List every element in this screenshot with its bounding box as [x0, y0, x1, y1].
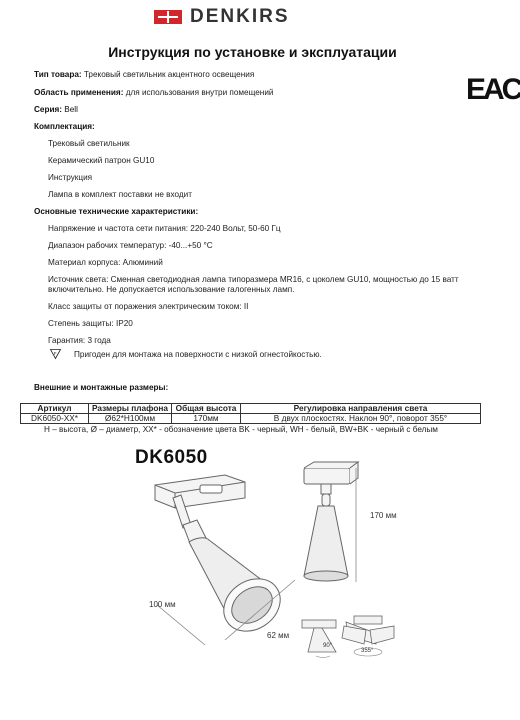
- spec-item: Гарантия: 3 года: [48, 336, 111, 345]
- footnote: H – высота, Ø – диаметр, XX* - обозначение цвета BK - черный, WH - белый, BW+BK - черный с белым: [44, 425, 438, 434]
- specs-heading: Основные технические характеристики:: [34, 207, 199, 216]
- rotate-angle-label: 355°: [361, 648, 374, 654]
- svg-text:F: F: [53, 350, 57, 356]
- kit-item: Трековый светильник: [48, 139, 130, 148]
- fixture-perspective-drawing: [145, 470, 305, 645]
- fire-safety-icon: [50, 349, 61, 359]
- table-cell: 170мм: [172, 414, 241, 424]
- application: Область применения: для использования внутри помещений: [34, 88, 274, 97]
- eac-mark: EAC: [466, 73, 520, 106]
- dimensions-table: [20, 403, 481, 424]
- spec-item: Материал корпуса: Алюминий: [48, 258, 163, 267]
- spec-item: Источник света: Сменная светодиодная лампа типоразмера MR16, с цоколем GU10, мощностью до 15 ватт: [48, 275, 459, 284]
- brand-name: DENKIRS: [190, 6, 290, 27]
- dims-heading: Внешние и монтажные размеры:: [34, 383, 169, 392]
- flag-icon: [154, 10, 182, 24]
- kit-heading: Комплектация:: [34, 122, 95, 131]
- height-label: 170 мм: [370, 511, 397, 520]
- spec-item: Напряжение и частота сети питания: 220-240 Вольт, 50-60 Гц: [48, 224, 281, 233]
- spec-item: Класс защиты от поражения электрическим током: II: [48, 302, 249, 311]
- fixture-side-drawing: [296, 458, 366, 598]
- table-header: Артикул: [21, 404, 89, 414]
- table-cell: В двух плоскостях. Наклон 90°, поворот 355°: [241, 414, 481, 424]
- length-label: 100 мм: [149, 600, 176, 609]
- page-title: Инструкция по установке и эксплуатации: [108, 44, 397, 60]
- brand-logo: [154, 7, 290, 27]
- table-header: Регулировка направления света: [241, 404, 481, 414]
- kit-item: Лампа в комплект поставки не входит: [48, 190, 193, 199]
- table-row: [21, 414, 481, 424]
- spec-item: Диапазон рабочих температур: -40...+50 °С: [48, 241, 213, 250]
- diameter-label: 62 мм: [267, 631, 290, 640]
- spec-item: включительно. Не допускается использование галогенных ламп.: [48, 285, 295, 294]
- tilt-angle-label: 90°: [323, 643, 333, 649]
- model-title: DK6050: [135, 447, 208, 468]
- table-header: Размеры плафона: [89, 404, 172, 414]
- fire-note: Пригоден для монтажа на поверхности с низкой огнестойкостью.: [74, 350, 322, 359]
- spec-item: Степень защиты: IP20: [48, 319, 133, 328]
- table-cell: Ø62*H100мм: [89, 414, 172, 424]
- table-cell: DK6050-XX*: [21, 414, 89, 424]
- product-type: Тип товара: Трековый светильник акцентного освещения: [34, 70, 255, 79]
- table-header: Общая высота: [172, 404, 241, 414]
- kit-item: Керамический патрон GU10: [48, 156, 155, 165]
- kit-item: Инструкция: [48, 173, 93, 182]
- table-header-row: [21, 404, 481, 414]
- series: Серия: Bell: [34, 105, 78, 114]
